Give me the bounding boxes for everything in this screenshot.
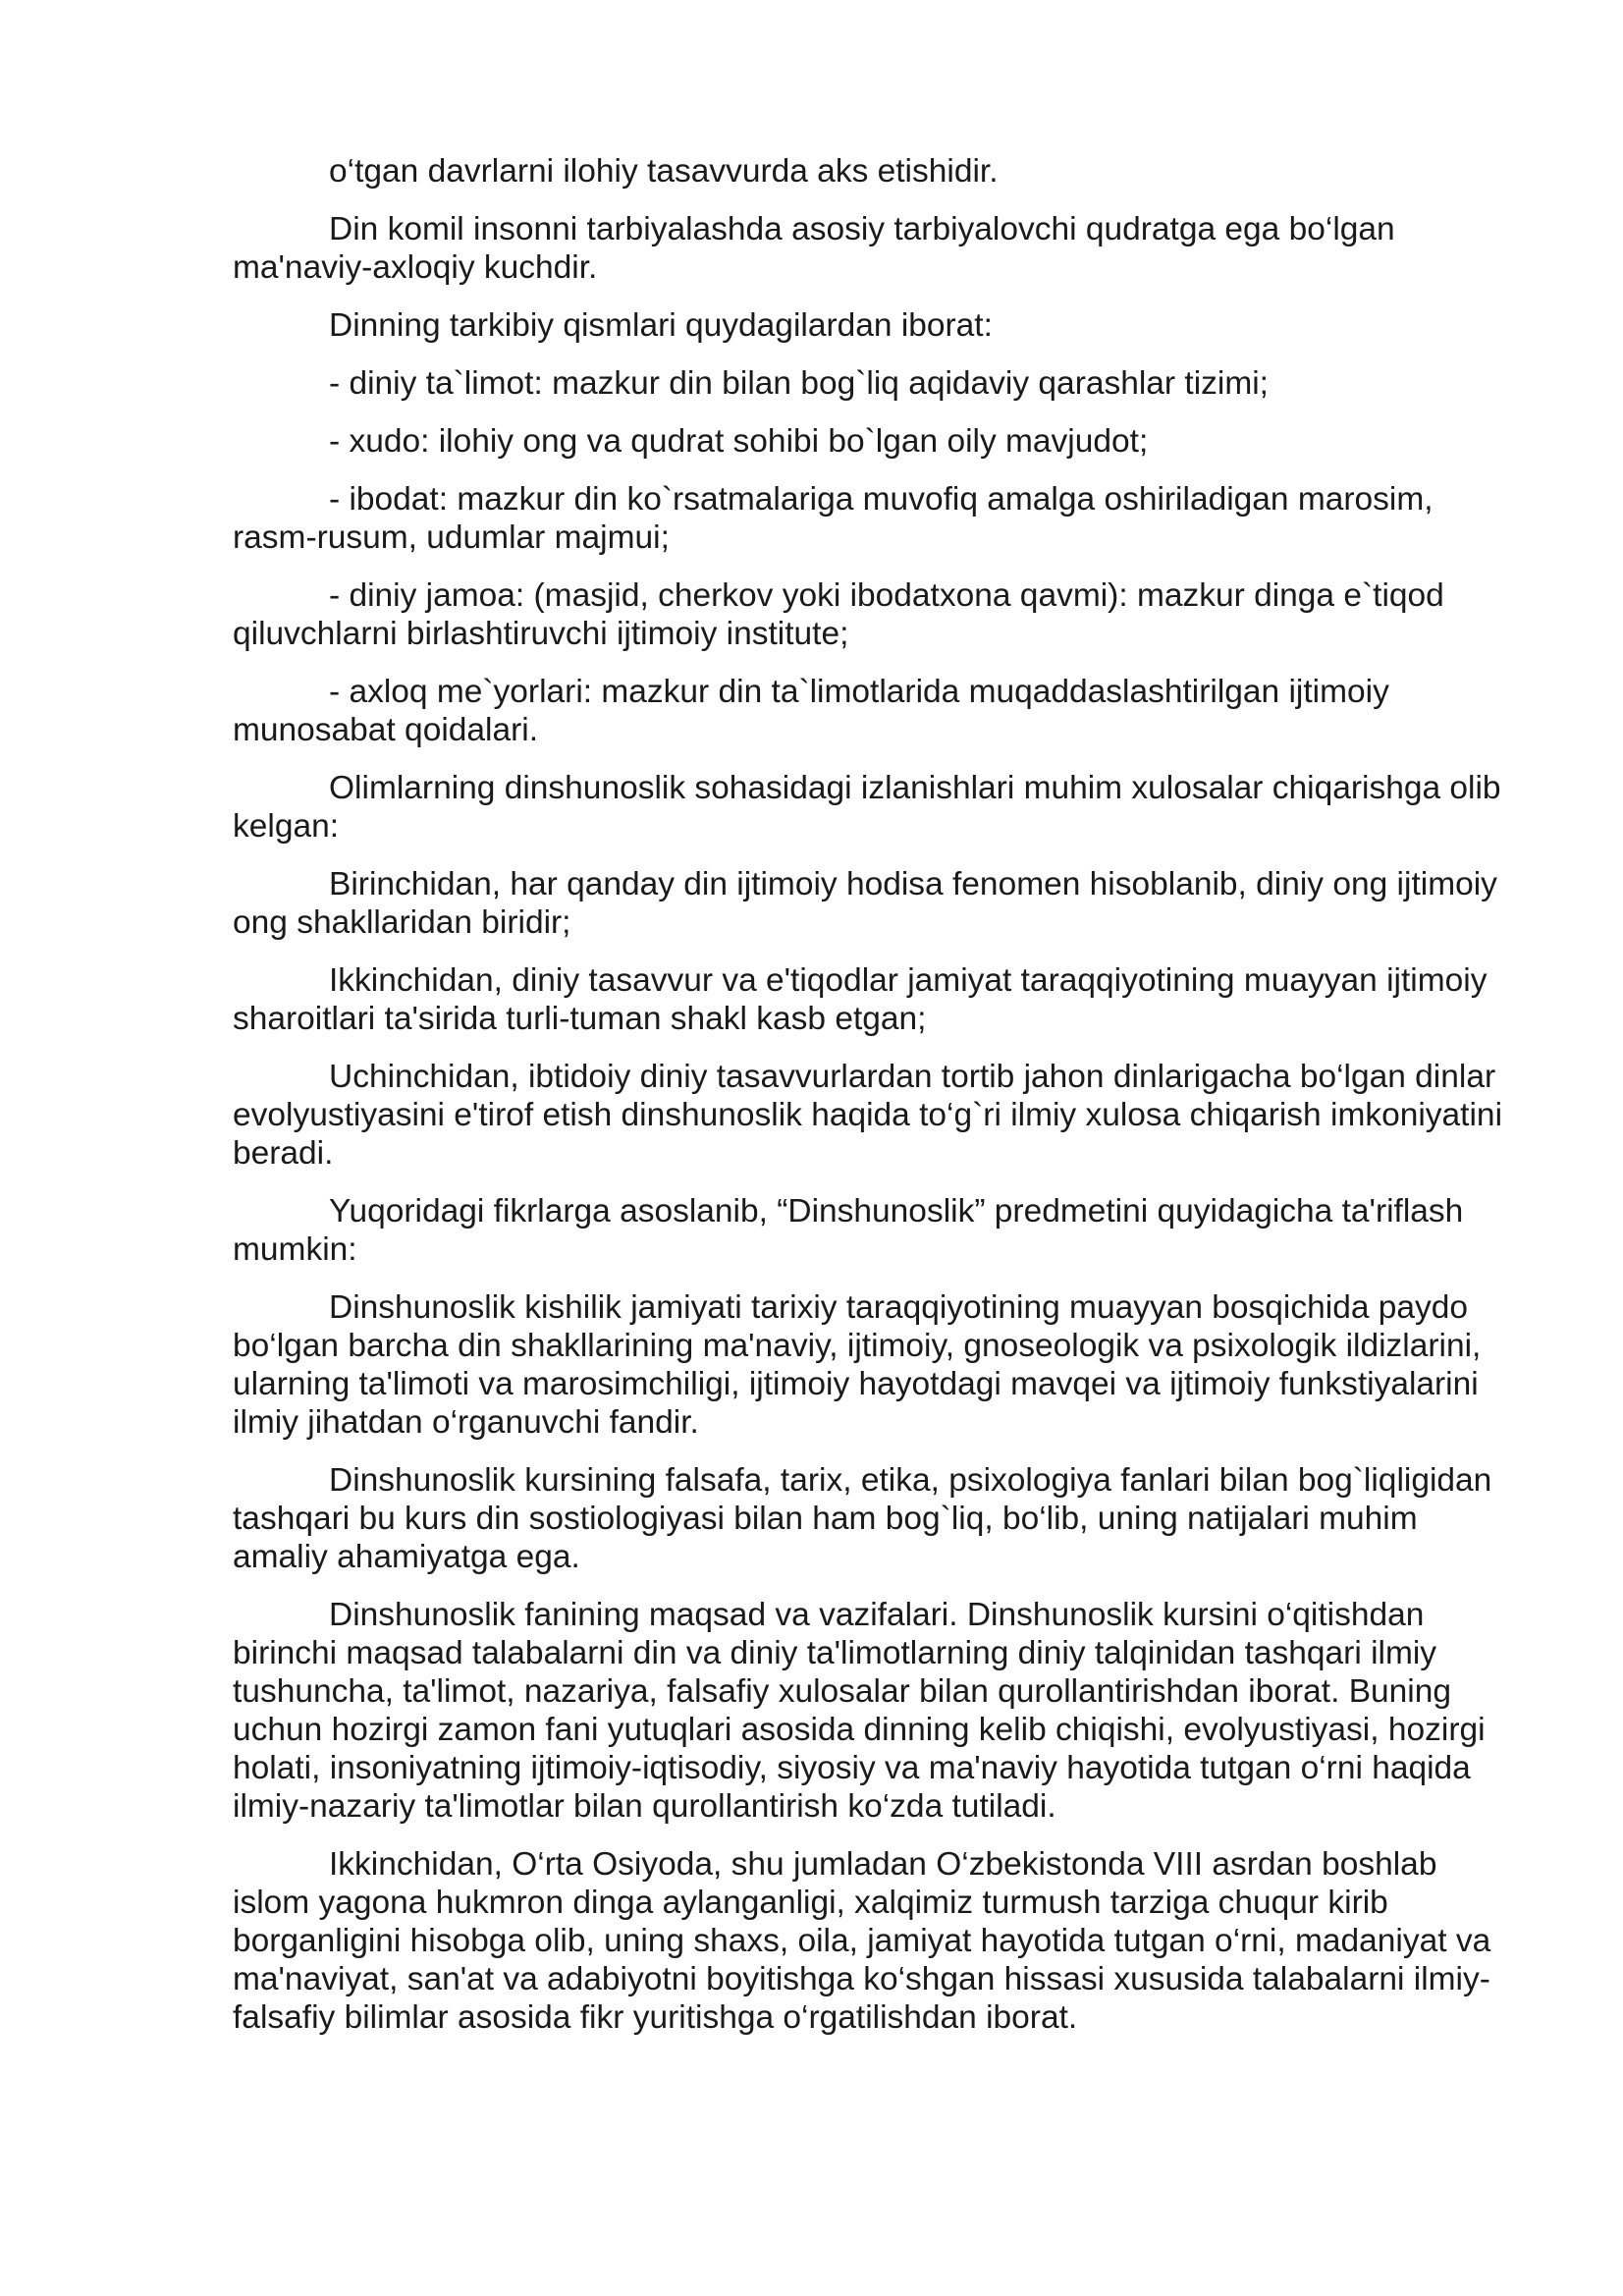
paragraph-definition: Dinshunoslik kishilik jamiyati tarixiy taraqqiyotining muayyan bosqichida paydo bo‘lgan barcha din shakllarining ma'naviy, ijtimoiy, gnoseologik va psixologik ildizlarini, ularning ta'limoti va marosimchiligi, ijtimoiy hayotdagi mavqei va ijtimoiy funkstiyalarini ilmiy jihatdan o‘rganuvchi fandir. [233,1289,1482,1441]
list-item-teaching: - diniy ta`limot: mazkur din bilan bog`liq aqidaviy qarashlar tizimi; [329,365,1269,402]
paragraph-goals: Dinshunoslik fanining maqsad va vazifalari. Dinshunoslik kursini o‘qitishdan birinchi maqsad talabalarni din va diniy ta'limotlarning diniy talqinidan tashqari ilmiy tushuncha, ta'limot, nazariya, falsafiy xulosalar bilan qurollantirishdan iborat. Buning uchun hozirgi zamon fani yutuqlari asosida dinning kelib chiqishi, evolyustiyasi, hozirgi holati, insoniyatning ijtimoiy-iqtisodiy, siyosiy va ma'naviy hayotida tutgan o‘rni haqida ilmiy-nazariy ta'limotlar bilan qurollantirish ko‘zda tutiladi. [233,1597,1486,1825]
paragraph-third: Uchinchidan, ibtidoiy diniy tasavvurlardan tortib jahon dinlarigacha bo‘lgan dinlar evolyustiyasini e'tirof etish dinshunoslik haqida to‘g`ri ilmiy xulosa chiqarish imkoniyatini beradi. [233,1059,1503,1172]
paragraph-second: Ikkinchidan, diniy tasavvur va e'tiqodlar jamiyat taraqqiyotining muayyan ijtimoiy sharoitlari ta'sirida turli-tuman shakl kasb etgan; [233,962,1488,1037]
list-item-god: - xudo: ilohiy ong va qudrat sohibi bo`lgan oily mavjudot; [329,423,1149,460]
paragraph-1: o‘tgan davrlarni ilohiy tasavvurda aks etishidir. [329,153,999,190]
paragraph-second-goal: Ikkinchidan, O‘rta Osiyoda, shu jumladan O‘zbekistonda VIII asrdan boshlab islom yagona hukmron dinga aylanganligi, xalqimiz turmush tarziga chuqur kirib borganligini hisobga olib, uning shaxs, oila, jamiyat hayotida tutgan o‘rni, madaniyat va ma'naviyat, san'at va adabiyotni boyitishga ko‘shgan hissasi xususida talabalarni ilmiy-falsafiy bilimlar asosida fikr yuritishga o‘rgatilishdan iborat. [233,1846,1491,2036]
paragraph-3: Dinning tarkibiy qismlari quydagilardan iborat: [329,307,993,344]
paragraph-conclusions: Olimlarning dinshunoslik sohasidagi izlanishlari muhim xulosalar chiqarishga olib kelgan: [233,770,1501,845]
list-item-community: - diniy jamoa: (masjid, cherkov yoki ibodatxona qavmi): mazkur dinga e`tiqod qiluvchlarni birlashtiruvchi ijtimoiy institute; [233,577,1444,652]
document-body [233,152,1509,2056]
paragraph-definition-intro: Yuqoridagi fikrlarga asoslanib, “Dinshunoslik” predmetini quyidagicha ta'riflash mumkin: [233,1193,1464,1268]
list-item-ethics: - axloq me`yorlari: mazkur din ta`limotlarida muqaddaslashtirilgan ijtimoiy munosabat qoidalari. [233,674,1389,748]
paragraph-2: Din komil insonni tarbiyalashda asosiy tarbiyalovchi qudratga ega bo‘lgan ma'naviy-axloqiy kuchdir. [233,211,1395,286]
list-item-worship: - ibodat: mazkur din ko`rsatmalariga muvofiq amalga oshiriladigan marosim, rasm-rusum, udumlar majmui; [233,481,1434,556]
paragraph-first: Birinchidan, har qanday din ijtimoiy hodisa fenomen hisoblanib, diniy ong ijtimoiy ong shakllaridan biridir; [233,866,1497,941]
paragraph-course-links: Dinshunoslik kursining falsafa, tarix, etika, psixologiya fanlari bilan bog`liqligidan tashqari bu kurs din sostiologiyasi bilan ham bog`liq, bo‘lib, uning natijalari muhim amaliy ahamiyatga ega. [233,1462,1492,1575]
